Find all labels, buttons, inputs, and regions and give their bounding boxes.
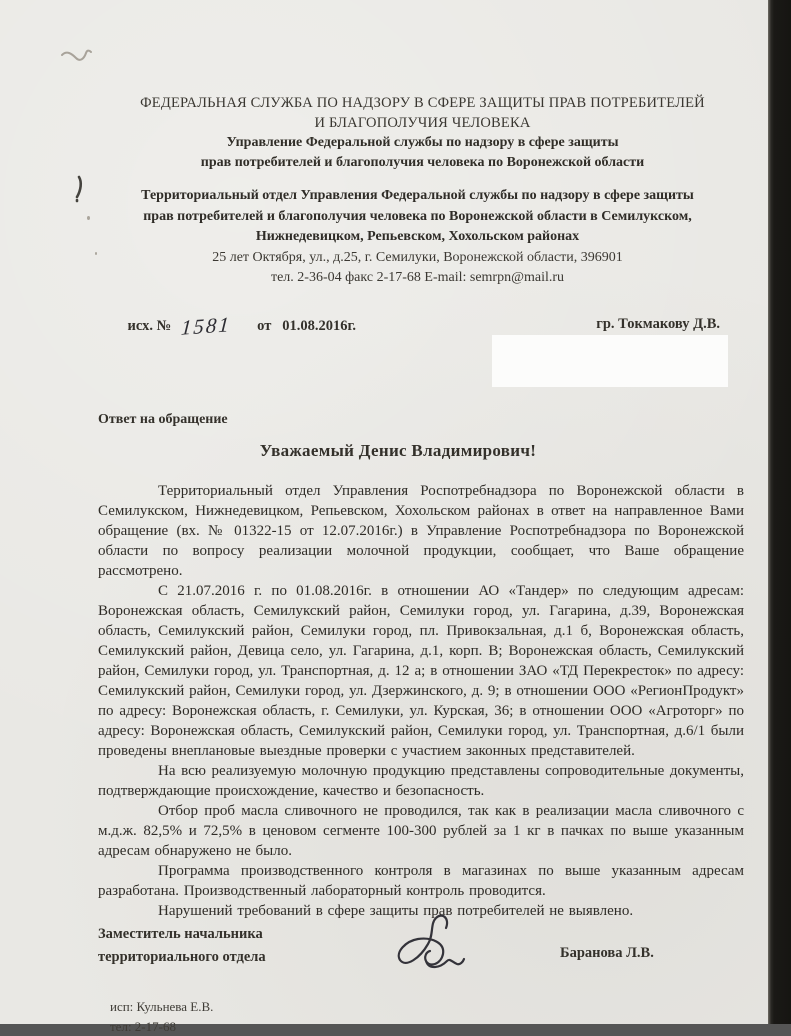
ref-date: от 01.08.2016г. (257, 315, 356, 337)
body-paragraph-6: Нарушений требований в сфере защиты прав потребителей не выявлено. (98, 901, 744, 921)
signer-position (98, 923, 266, 969)
territorial-line1: Территориальный отдел Управления Федеральной службы по надзору в сфере защиты (85, 186, 750, 207)
ref-prefix: исх. № (128, 315, 172, 337)
executor-phone: тел: 2-17-68 (110, 1017, 213, 1036)
handwritten-signature (390, 910, 474, 988)
body-paragraph-1: Территориальный отдел Управления Роспотребнадзора по Воронежской области в Семилукском, Нижнедевицком, Репьевском, Хохольском районах в ответ на направленное Вами обращение (вх. № 01322-15 от 12.07.2016г.) в Управление Роспотребнадзора по Воронежской области по вопросу реализации молочной продукции, сообщает, что Ваше обращение рассмотрено. (98, 481, 744, 581)
scan-edge-strip (768, 0, 791, 1024)
signer-position-line2: территориального отдела (98, 946, 266, 969)
subject-line: Ответ на обращение (98, 412, 228, 428)
letter-body (98, 481, 744, 921)
executor-name: исп: Кульнева Е.В. (110, 997, 213, 1017)
contact-line: тел. 2-36-04 факс 2-17-68 E-mail: semrpn@mail.ru (85, 268, 750, 289)
agency-name-line2: И БЛАГОПОЛУЧИЯ ЧЕЛОВЕКА (95, 113, 750, 133)
signer-name: Баранова Л.В. (560, 945, 710, 962)
territorial-line3: Нижнедевицком, Репьевском, Хохольском районах (85, 227, 750, 248)
body-paragraph-3: На всю реализуемую молочную продукцию представлены сопроводительные документы, подтверждающие происхождение, качество и безопасность. (98, 761, 744, 801)
salutation: Уважаемый Денис Владимирович! (98, 441, 698, 461)
signer-position-line1: Заместитель начальника (98, 923, 266, 946)
redaction-box (492, 335, 728, 387)
ink-hook-mark (70, 175, 86, 203)
territorial-line2: прав потребителей и благополучия человека по Воронежской области в Семилукском, (85, 207, 750, 228)
postal-address: 25 лет Октября, ул., д.25, г. Семилуки, Воронежской области, 396901 (85, 248, 750, 269)
recipient-name: гр. Токмакову Д.В. (300, 316, 720, 333)
regional-office-line2: прав потребителей и благополучия человека по Воронежской области (95, 153, 750, 173)
agency-header (95, 93, 750, 173)
executor-footer (110, 997, 213, 1036)
body-paragraph-5: Программа производственного контроля в магазинах по выше указанным адресам разработана. Производственный лабораторный контроль проводится. (98, 861, 744, 901)
pen-squiggle-mark (58, 42, 102, 68)
regional-office-line1: Управление Федеральной службы по надзору в сфере защиты (95, 133, 750, 153)
body-paragraph-2: С 21.07.2016 г. по 01.08.2016г. в отношении АО «Тандер» по следующим адресам: Воронежская область, Семилукский район, Семилуки город, ул. Гагарина, д.39, Воронежская область, Семилукский район, Семилуки город, пл. Привокзальная, д.1 б, Воронежская область, Семилукский район, Девица село, ул. Гагарина, д.1, корп. В; Воронежская область, Семилукский район, Семилуки город, ул. Транспортная, д. 12 а; в отношении ЗАО «ТД Перекресток» по адресу: Семилукский район, Семилуки город, ул. Дзержинского, д. 9; в отношении ООО «РегионПродукт» по адресу: Воронежская область, г. Семилуки, ул. Курская, 36; в отношении ООО «Агроторг» по адресу: Воронежская область, Семилукский район, Семилуки город, ул. Транспортная, д.6/1 были проведены внеплановые выездные проверки с участием законных представителей. (98, 581, 744, 761)
body-paragraph-4: Отбор проб масла сливочного не проводился, так как в реализации масла сливочного с м.д.ж. 82,5% и 72,5% в ценовом сегменте 100-300 рублей за 1 кг в пачках по выше указанным адресам обнаружено не было. (98, 801, 744, 861)
handwritten-outgoing-number: 1581 (180, 313, 231, 339)
territorial-department-block (85, 186, 750, 289)
agency-name-line1: ФЕДЕРАЛЬНАЯ СЛУЖБА ПО НАДЗОРУ В СФЕРЕ ЗАЩИТЫ ПРАВ ПОТРЕБИТЕЛЕЙ (95, 93, 750, 113)
